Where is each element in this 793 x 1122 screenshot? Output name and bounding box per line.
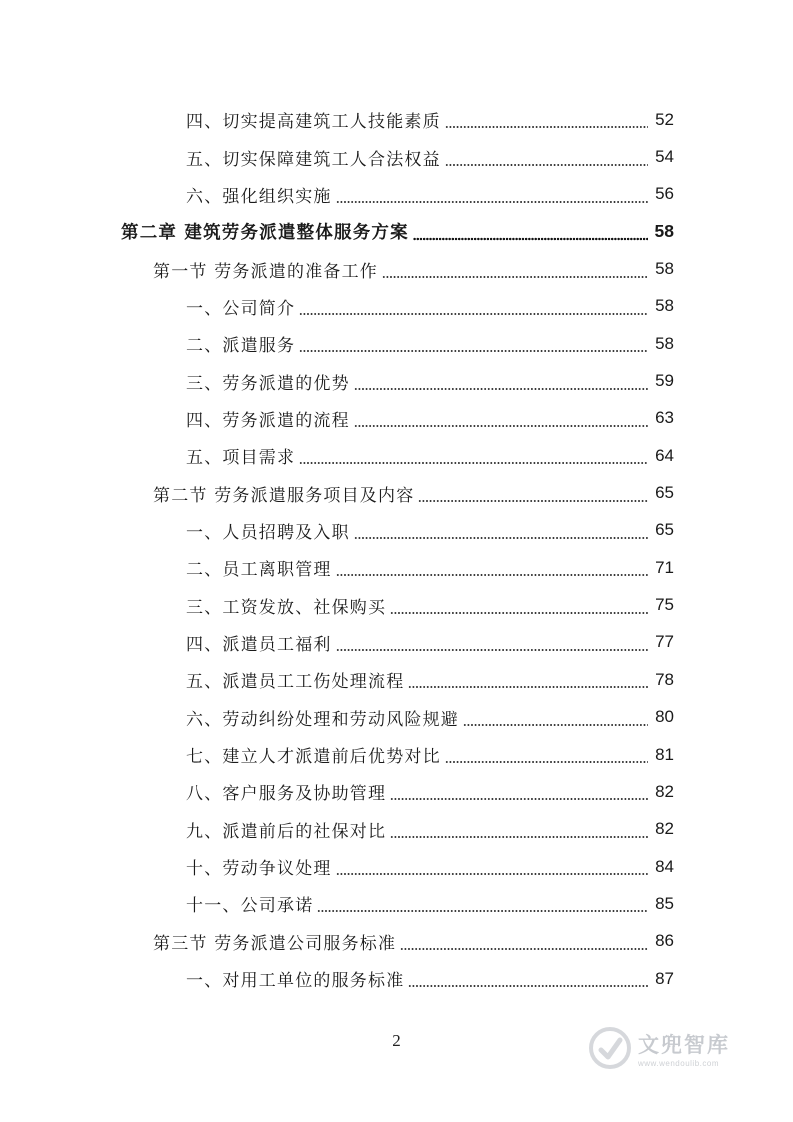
toc-dot-leader [354,409,648,428]
toc-dot-leader [408,969,648,988]
toc-entry[interactable] [186,811,674,848]
toc-entry-title: 二、员工离职管理 [186,560,332,581]
toc-entry-page: 85 [655,893,674,913]
toc-entry-page: 77 [655,632,674,652]
toc-dot-leader [317,894,648,913]
toc-entry[interactable] [186,512,674,549]
toc-entry-page: 56 [655,184,674,204]
toc-dot-leader [445,110,648,129]
toc-dot-leader [299,297,648,316]
toc-entry-page: 84 [655,856,674,876]
toc-dot-leader [336,558,648,577]
toc-entry-page: 58 [654,221,674,242]
toc-entry-page: 63 [655,408,674,428]
toc-entry[interactable] [186,549,674,586]
toc-entry-title: 一、公司简介 [186,298,296,319]
toc-entry-title: 四、派遣员工福利 [186,634,332,655]
toc-entry[interactable] [186,848,674,885]
toc-entry-page: 82 [655,781,674,801]
toc-entry-title: 六、强化组织实施 [186,186,332,207]
wendou-logo-icon [588,1026,632,1070]
toc-entry-title: 五、切实保障建筑工人合法权益 [186,149,441,170]
toc-entry[interactable] [186,400,674,437]
toc-dot-leader [390,820,648,839]
toc-entry-page: 52 [655,109,674,129]
toc-entry-title: 三、工资发放、社保购买 [186,597,387,618]
toc-dot-leader [336,857,648,876]
toc-entry-title: 四、劳务派遣的流程 [186,410,350,431]
toc-entry[interactable] [186,960,674,997]
toc-entry[interactable] [186,101,674,138]
toc-dot-leader [299,446,648,465]
toc-entry[interactable] [186,624,674,661]
toc-entry-title: 二、派遣服务 [186,336,296,357]
toc-entry[interactable] [186,176,674,213]
toc-dot-leader [336,633,648,652]
toc-dot-leader [390,782,648,801]
toc-entry[interactable] [186,325,674,362]
toc-entry-page: 58 [655,259,674,279]
toc-entry-page: 82 [655,819,674,839]
toc-entry-title: 第三节 劳务派遣公司服务标准 [153,933,397,954]
toc-dot-leader [463,708,648,727]
toc-dot-leader [299,334,648,353]
toc-entry[interactable] [186,437,674,474]
toc-entry[interactable] [186,773,674,810]
toc-entry-title: 一、对用工单位的服务标准 [186,971,405,992]
toc-entry-title: 五、项目需求 [186,448,296,469]
toc-entry-page: 78 [655,669,674,689]
watermark-name: 文兜智库 [638,1032,730,1057]
toc-entry[interactable] [186,736,674,773]
toc-entry-title: 第二节 劳务派遣服务项目及内容 [153,485,415,506]
toc-entry-title: 十、劳动争议处理 [186,859,332,880]
toc-entry-page: 86 [655,931,674,951]
table-of-contents [0,101,793,997]
toc-dot-leader [354,521,648,540]
toc-entry-page: 59 [655,371,674,391]
toc-entry-title: 九、派遣前后的社保对比 [186,821,387,842]
toc-entry-page: 75 [655,595,674,615]
toc-dot-leader [390,596,648,615]
toc-dot-leader [413,222,648,241]
toc-entry-title: 三、劳务派遣的优势 [186,373,350,394]
toc-entry-page: 81 [655,744,674,764]
toc-dot-leader [354,372,648,391]
watermark [588,1018,778,1078]
toc-entry[interactable] [153,474,674,511]
toc-entry-title: 十一、公司承诺 [186,896,314,917]
toc-entry[interactable] [153,923,674,960]
toc-entry-page: 71 [655,557,674,577]
toc-entry-title: 一、人员招聘及入职 [186,522,350,543]
toc-dot-leader [408,670,648,689]
toc-dot-leader [445,148,648,167]
toc-entry-page: 65 [655,483,674,503]
toc-entry[interactable] [186,586,674,623]
toc-entry-page: 87 [655,968,674,988]
toc-entry[interactable] [186,288,674,325]
watermark-text [638,1029,730,1068]
toc-entry[interactable] [153,250,674,287]
toc-entry-title: 第二章 建筑劳务派遣整体服务方案 [121,223,409,244]
toc-entry-page: 58 [655,296,674,316]
toc-entry[interactable] [121,213,674,250]
toc-dot-leader [382,260,648,279]
toc-entry-title: 七、建立人才派遣前后优势对比 [186,747,441,768]
toc-entry-page: 64 [655,445,674,465]
toc-entry-page: 58 [655,333,674,353]
toc-dot-leader [400,932,648,951]
page-number: 2 [392,1031,401,1050]
toc-entry-title: 第一节 劳务派遣的准备工作 [153,261,379,282]
toc-entry[interactable] [186,138,674,175]
toc-entry[interactable] [186,885,674,922]
toc-dot-leader [336,185,648,204]
toc-entry-page: 65 [655,520,674,540]
toc-entry[interactable] [186,699,674,736]
toc-entry-title: 五、派遣员工工伤处理流程 [186,672,405,693]
toc-entry-page: 80 [655,707,674,727]
watermark-url: www.wendoulib.com [638,1058,719,1068]
toc-entry-title: 八、客户服务及协助管理 [186,784,387,805]
toc-entry[interactable] [186,661,674,698]
toc-dot-leader [418,484,648,503]
toc-entry-page: 54 [655,147,674,167]
toc-entry-title: 六、劳动纠纷处理和劳动风险规避 [186,709,459,730]
toc-entry-title: 四、切实提高建筑工人技能素质 [186,112,441,133]
toc-dot-leader [445,745,648,764]
toc-entry[interactable] [186,362,674,399]
